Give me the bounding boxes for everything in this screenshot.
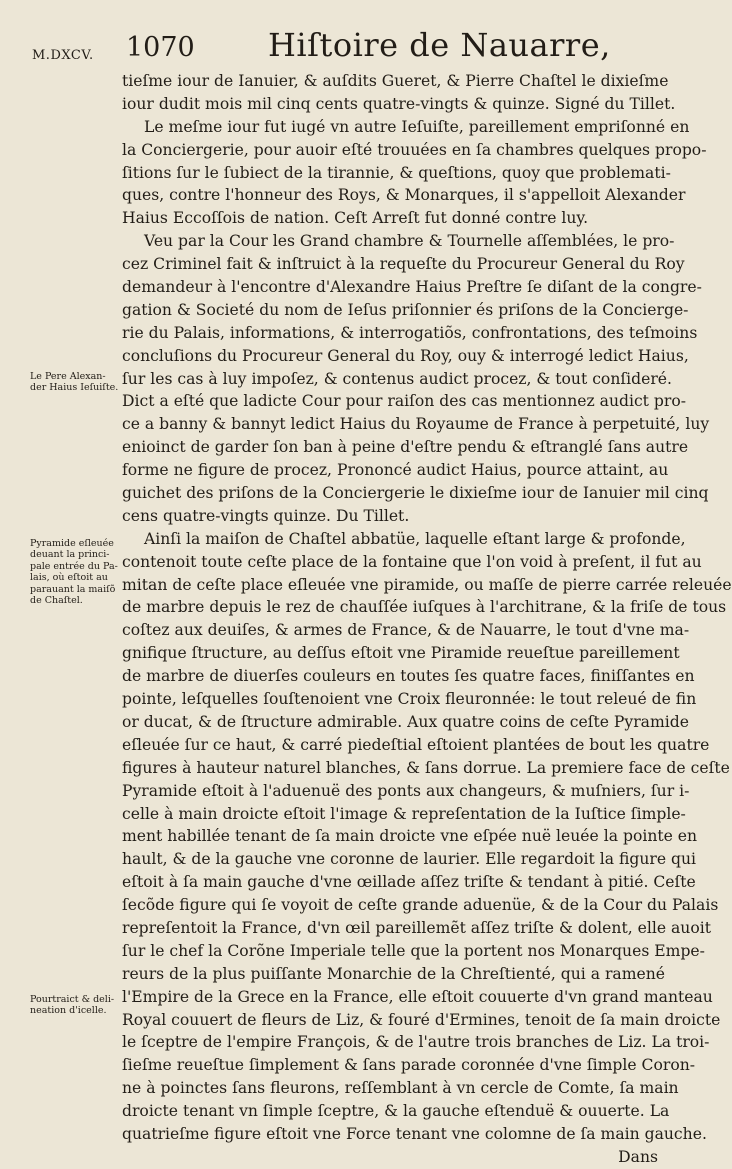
margin-note-line: deuant la princi- (30, 549, 110, 561)
text-line: ques, contre l'honneur des Roys, & Monarques, il s'appelloit Alexander (122, 186, 686, 205)
text-line: Ainſi la maiſon de Chaſtel abbatüe, laquelle eſtant large & profonde, (144, 529, 686, 548)
margin-note-line: Pourtraict & deli- (30, 993, 115, 1005)
margin-note (30, 371, 118, 394)
text-line: Dans (618, 1147, 658, 1166)
text-line: pointe, leſquelles ſouſtenoient vne Croix fleuronnée: le tout releué de fin (122, 690, 697, 709)
text-line: tieſme iour de Ianuier, & auſdits Gueret, & Pierre Chaſtel le dixieſme (122, 72, 669, 90)
running-title: Hiſtoire de Nauarre, (268, 26, 611, 64)
text-line: de marbre de diuerſes couleurs en toutes ſes quatre faces, finiſſantes en (122, 667, 695, 686)
text-line: l'Empire de la Grece en la France, elle eſtoit couuerte d'vn grand manteau (122, 987, 713, 1006)
text-line: guichet des priſons de la Conciergerie le dixieſme iour de Ianuier mil cinq (122, 484, 709, 503)
margin-note (30, 538, 118, 607)
text-line: cez Criminel fait & inſtruict à la requeſte du Procureur General du Roy (122, 255, 685, 274)
text-line: Dict a eſté que ladicte Cour pour raiſon des cas mentionnez audict pro- (122, 392, 687, 411)
text-line: cens quatre-vingts quinze. Du Tillet. (122, 506, 410, 525)
text-line: contenoit toute ceſte place de la fontaine que l'on void à preſent, il fut au (122, 552, 702, 571)
text-line: ment habillée tenant de ſa main droicte vne eſpée nuë leuée la pointe en (122, 827, 698, 846)
margin-note-line: parauant la maiſõ (30, 583, 116, 595)
page-header (0, 18, 700, 66)
main-text (122, 70, 732, 1169)
text-line: Pyramide eſtoit à l'aduenuë des ponts aux changeurs, & muſniers, ſur i- (122, 781, 690, 800)
margin-note-line: der Haius Ieſuiſte. (30, 382, 119, 394)
text-line: droicte tenant vn ſimple ſceptre, & la gauche eſtenduë & ouuerte. La (122, 1102, 670, 1121)
text-line: gation & Societé du nom de Ieſus priſonnier és priſons de la Concierge- (122, 300, 689, 319)
text-line: gnifique ſtructure, au deſſus eſtoit vne Piramide reueſtue pareillement (122, 644, 680, 663)
page-number: 1070 (126, 32, 195, 63)
text-line: hault, & de la gauche vne coronne de laurier. Elle regardoit la figure qui (122, 850, 697, 869)
text-line: celle à main droicte eſtoit l'image & repreſentation de la Iuſtice ſimple- (122, 804, 686, 823)
text-line: repreſentoit la France, d'vn œil pareillemẽt aſſez triſte & dolent, elle auoit (122, 918, 711, 937)
text-line: ſecõde figure qui ſe voyoit de ceſte grande aduenüe, & de la Cour du Palais (122, 896, 719, 915)
text-line: figures à hauteur naturel blanches, & ſans dorrue. La premiere face de ceſte (122, 758, 730, 777)
text-line: enioinct de garder ſon ban à peine d'eſtre pendu & eſtranglé ſans autre (122, 438, 689, 457)
text-line: Le meſme iour fut iugé vn autre Ieſuiſte, pareillement empriſonné en (144, 117, 690, 136)
margin-note-line: neation d'icelle. (30, 1005, 107, 1017)
text-line: la Conciergerie, pour auoir eſté trouuées en ſa chambres quelques propo- (122, 140, 707, 159)
margin-note-line: Pyramide eſleuée (30, 537, 114, 549)
text-line: forme ne figure de procez, Prononcé audict Haius, pource attaint, au (122, 461, 669, 480)
text-line: ce a banny & bannyt ledict Haius du Royaume de France à perpetuité, luy (122, 415, 710, 434)
text-line: quatrieſme figure eſtoit vne Force tenant vne colomne de ſa main gauche. (122, 1124, 707, 1143)
text-line: ſur les cas à luy impoſez, & contenus audict procez, & tout conſideré. (122, 369, 672, 388)
text-line: iour dudit mois mil cinq cents quatre-vingts & quinze. Signé du Tillet. (122, 94, 676, 113)
year-label: M.DXCV. (32, 48, 94, 63)
text-line: Veu par la Cour les Grand chambre & Tournelle aſſemblées, le pro- (144, 232, 675, 251)
text-line: le ſceptre de l'empire François, & de l'autre trois branches de Liz. La troi- (122, 1033, 710, 1052)
text-line: ſur le chef la Corõne Imperiale telle que la portent nos Monarques Empe- (122, 941, 705, 960)
text-line: eſtoit à ſa main gauche d'vne œillade aſſez triſte & tendant à pitié. Ceſte (122, 873, 696, 892)
text-line: mitan de ceſte place eſleuée vne piramide, ou maſſe de pierre carrée releuée (122, 575, 732, 594)
text-line: reurs de la plus puiſſante Monarchie de la Chreſtienté, qui a ramené (122, 964, 665, 983)
text-line: coſtez aux deuiſes, & armes de France, & de Nauarre, le tout d'vne ma- (122, 621, 690, 640)
text-line: eſleuée ſur ce haut, & carré piedeſtial eſtoient plantées de bout les quatre (122, 735, 710, 754)
text-line: ne à poinctes ſans fleurons, reſſemblant à vn cercle de Comte, ſa main (122, 1079, 679, 1098)
margin-note-line: de Chaſtel. (30, 595, 83, 607)
text-line: concluſions du Procureur General du Roy, ouy & interrogé ledict Haius, (122, 346, 689, 365)
margin-note-line: lais, où eſtoit au (30, 572, 108, 584)
margin-note (30, 994, 118, 1017)
text-line: Haius Eccoſſois de nation. Ceſt Arreſt fut donné contre luy. (122, 209, 589, 228)
text-line: Royal couuert de fleurs de Liz, & fouré d'Ermines, tenoit de ſa main droicte (122, 1010, 721, 1029)
text-line: ſitions ſur le ſubiect de la tirannie, & queſtions, quoy que problemati- (122, 163, 671, 182)
margin-note-line: pale entrée du Pa- (30, 560, 118, 572)
text-line: de marbre depuis le rez de chauſſée iuſques à l'architrane, & la friſe de tous (122, 598, 727, 617)
margin-note-line: Le Pere Alexan- (30, 370, 106, 382)
text-line: ſieſme reueſtue ſimplement & ſans parade coronnée d'vne ſimple Coron- (122, 1056, 696, 1075)
text-line: or ducat, & de ſtructure admirable. Aux quatre coins de ceſte Pyramide (122, 712, 689, 731)
text-line: rie du Palais, informations, & interrogatiõs, confrontations, des teſmoins (122, 323, 698, 342)
text-line: demandeur à l'encontre d'Alexandre Haius Preſtre ſe diſant de la congre- (122, 278, 702, 297)
